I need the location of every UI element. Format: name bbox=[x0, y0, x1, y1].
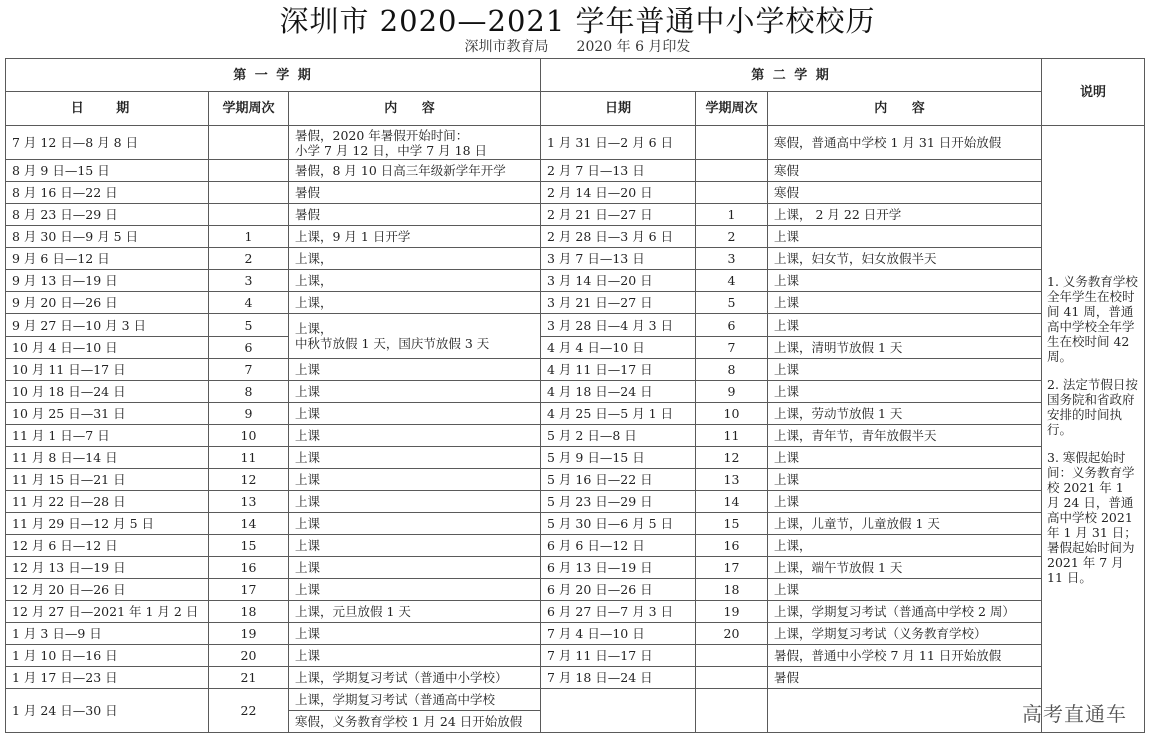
notes-cell bbox=[1042, 126, 1145, 733]
sem2-content-cell: 上课，妇女节，妇女放假半天 bbox=[768, 248, 1042, 270]
sem1-week-cell: 18 bbox=[209, 601, 289, 623]
sem1-content-cell: 暑假，8 月 10 日高三年级新学年开学 bbox=[289, 160, 541, 182]
sem1-content-cell: 上课 bbox=[289, 645, 541, 667]
sem1-week-cell: 15 bbox=[209, 535, 289, 557]
sem1-week-cell: 4 bbox=[209, 292, 289, 314]
sem2-date-cell: 4 月 25 日—5 月 1 日 bbox=[541, 403, 696, 425]
calendar-row bbox=[6, 667, 1145, 689]
sem1-content-line: 小学 7 月 12 日，中学 7 月 18 日 bbox=[295, 142, 488, 158]
sem1-week-cell: 2 bbox=[209, 248, 289, 270]
sem1-week-cell bbox=[209, 126, 289, 160]
issue-date: 2020 年 6 月印发 bbox=[576, 39, 691, 55]
sem1-date-cell: 10 月 18 日—24 日 bbox=[6, 381, 209, 403]
col-week-header: 学期周次 bbox=[209, 92, 289, 126]
sem2-week-cell: 3 bbox=[696, 248, 768, 270]
sem2-content-cell: 上课 bbox=[768, 292, 1042, 314]
sem1-week-cell: 1 bbox=[209, 226, 289, 248]
semester-header-row bbox=[6, 59, 1145, 92]
sem1-content-cell: 上课 bbox=[289, 403, 541, 425]
sem1-week-cell: 16 bbox=[209, 557, 289, 579]
sem1-content-cell: 上课， bbox=[289, 270, 541, 292]
issuer: 深圳市教育局 bbox=[464, 39, 549, 55]
sem1-week-cell: 8 bbox=[209, 381, 289, 403]
sem2-date-cell: 3 月 7 日—13 日 bbox=[541, 248, 696, 270]
sem2-content-cell: 上课 bbox=[768, 579, 1042, 601]
calendar-row bbox=[6, 226, 1145, 248]
sem1-date-cell: 10 月 11 日—17 日 bbox=[6, 359, 209, 381]
sem1-content-cell: 暑假 bbox=[289, 182, 541, 204]
sem2-content-cell: 上课，学期复习考试（义务教育学校） bbox=[768, 623, 1042, 645]
sem2-week-cell: 12 bbox=[696, 447, 768, 469]
sem2-week-cell: 5 bbox=[696, 292, 768, 314]
calendar-row bbox=[6, 447, 1145, 469]
sem2-date-cell: 1 月 31 日—2 月 6 日 bbox=[541, 126, 696, 160]
sem2-week-cell: 16 bbox=[696, 535, 768, 557]
sem2-content-cell: 上课，学期复习考试（普通高中学校 2 周） bbox=[768, 601, 1042, 623]
sem2-date-cell: 2 月 28 日—3 月 6 日 bbox=[541, 226, 696, 248]
sem2-content-cell: 寒假，普通高中学校 1 月 31 日开始放假 bbox=[768, 126, 1042, 160]
sem1-week-cell: 11 bbox=[209, 447, 289, 469]
sem1-content-cell: 上课 bbox=[289, 425, 541, 447]
col-content2-header: 内 容 bbox=[768, 92, 1042, 126]
sem2-date-cell: 3 月 28 日—4 月 3 日 bbox=[541, 314, 696, 337]
sem1-content-line: 上课， bbox=[295, 321, 333, 336]
sem1-week-cell: 20 bbox=[209, 645, 289, 667]
sem2-week-cell: 20 bbox=[696, 623, 768, 645]
calendar-row bbox=[6, 469, 1145, 491]
note-item: 2. 法定节假日按国务院和省政府安排的时间执行。 bbox=[1047, 376, 1138, 437]
sem1-week-cell: 3 bbox=[209, 270, 289, 292]
sem1-content-cell bbox=[289, 126, 541, 160]
calendar-row bbox=[6, 359, 1145, 381]
sem2-content-cell: 上课，端午节放假 1 天 bbox=[768, 557, 1042, 579]
sem1-content-line: 暑假，2020 年暑假开始时间： bbox=[295, 127, 469, 143]
sem1-week-cell: 14 bbox=[209, 513, 289, 535]
sem2-content-cell: 上课，劳动节放假 1 天 bbox=[768, 403, 1042, 425]
sem1-content-cell: 上课， bbox=[289, 292, 541, 314]
sem1-content-cell bbox=[289, 314, 541, 359]
sem2-date-cell: 7 月 11 日—17 日 bbox=[541, 645, 696, 667]
sem1-date-cell: 10 月 25 日—31 日 bbox=[6, 403, 209, 425]
calendar-row bbox=[6, 337, 1145, 359]
sem1-date-cell: 1 月 3 日—9 日 bbox=[6, 623, 209, 645]
sem2-content-cell: 暑假 bbox=[768, 667, 1042, 689]
sem2-date-cell: 7 月 18 日—24 日 bbox=[541, 667, 696, 689]
sem2-week-cell: 9 bbox=[696, 381, 768, 403]
calendar-row bbox=[6, 645, 1145, 667]
sem1-date-cell: 9 月 6 日—12 日 bbox=[6, 248, 209, 270]
sem1-week-cell bbox=[209, 160, 289, 182]
sem1-date-cell: 1 月 17 日—23 日 bbox=[6, 667, 209, 689]
sem2-content-cell: 上课，青年节，青年放假半天 bbox=[768, 425, 1042, 447]
sem2-date-cell: 4 月 4 日—10 日 bbox=[541, 337, 696, 359]
sem1-date-cell: 11 月 22 日—28 日 bbox=[6, 491, 209, 513]
sem1-date-cell: 11 月 15 日—21 日 bbox=[6, 469, 209, 491]
calendar-row bbox=[6, 381, 1145, 403]
sem2-content-cell: 上课，清明节放假 1 天 bbox=[768, 337, 1042, 359]
sem2-content-cell: 上课 bbox=[768, 447, 1042, 469]
sem2-content-cell: 暑假，普通中小学校 7 月 11 日开始放假 bbox=[768, 645, 1042, 667]
sem2-week-cell: 11 bbox=[696, 425, 768, 447]
sem1-date-cell: 11 月 1 日—7 日 bbox=[6, 425, 209, 447]
sem1-date-cell: 11 月 8 日—14 日 bbox=[6, 447, 209, 469]
sem1-content-cell: 寒假，义务教育学校 1 月 24 日开始放假 bbox=[289, 711, 541, 733]
sem1-date-cell: 9 月 27 日—10 月 3 日 bbox=[6, 314, 209, 337]
sem1-date-cell: 9 月 20 日—26 日 bbox=[6, 292, 209, 314]
sem2-week-cell: 4 bbox=[696, 270, 768, 292]
calendar-row bbox=[6, 513, 1145, 535]
sem2-week-cell: 17 bbox=[696, 557, 768, 579]
sem1-week-cell: 9 bbox=[209, 403, 289, 425]
sem2-week-cell bbox=[696, 645, 768, 667]
calendar-row bbox=[6, 425, 1145, 447]
sem1-content-cell: 上课 bbox=[289, 579, 541, 601]
sem1-week-cell: 13 bbox=[209, 491, 289, 513]
calendar-row bbox=[6, 491, 1145, 513]
sem2-week-cell: 15 bbox=[696, 513, 768, 535]
sem2-date-cell: 7 月 4 日—10 日 bbox=[541, 623, 696, 645]
sem1-week-cell: 10 bbox=[209, 425, 289, 447]
sem2-content-cell: 寒假 bbox=[768, 160, 1042, 182]
sem1-week-cell bbox=[209, 182, 289, 204]
sem2-content-cell: 上课， 2 月 22 日开学 bbox=[768, 204, 1042, 226]
semester-2-header: 第 二 学 期 bbox=[541, 59, 1042, 92]
issuer-line bbox=[0, 38, 1155, 56]
sem2-week-cell bbox=[696, 160, 768, 182]
sem2-date-cell: 5 月 16 日—22 日 bbox=[541, 469, 696, 491]
sem1-date-cell: 10 月 4 日—10 日 bbox=[6, 337, 209, 359]
sem2-week-cell: 6 bbox=[696, 314, 768, 337]
sem1-week-cell bbox=[209, 204, 289, 226]
sem1-week-cell: 12 bbox=[209, 469, 289, 491]
sem1-content-cell: 上课 bbox=[289, 491, 541, 513]
column-header-row bbox=[6, 92, 1145, 126]
sem1-content-cell: 上课 bbox=[289, 623, 541, 645]
sem2-content-cell: 上课 bbox=[768, 359, 1042, 381]
sem2-week-cell: 14 bbox=[696, 491, 768, 513]
calendar-row bbox=[6, 403, 1145, 425]
sem1-content-cell: 上课 bbox=[289, 469, 541, 491]
sem1-date-cell: 1 月 10 日—16 日 bbox=[6, 645, 209, 667]
calendar-row bbox=[6, 292, 1145, 314]
sem1-date-cell: 12 月 13 日—19 日 bbox=[6, 557, 209, 579]
sem2-date-cell: 4 月 18 日—24 日 bbox=[541, 381, 696, 403]
sem2-content-cell: 上课 bbox=[768, 314, 1042, 337]
sem2-content-cell: 上课 bbox=[768, 469, 1042, 491]
sem1-content-cell: 暑假 bbox=[289, 204, 541, 226]
calendar-row bbox=[6, 204, 1145, 226]
calendar-row bbox=[6, 579, 1145, 601]
sem2-date-cell: 2 月 14 日—20 日 bbox=[541, 182, 696, 204]
sem1-content-cell: 上课 bbox=[289, 557, 541, 579]
calendar-row bbox=[6, 557, 1145, 579]
sem1-content-cell: 上课，学期复习考试（普通中小学校） bbox=[289, 667, 541, 689]
calendar-row bbox=[6, 160, 1145, 182]
sem2-week-cell bbox=[696, 126, 768, 160]
calendar-row bbox=[6, 270, 1145, 292]
sem1-content-cell: 上课 bbox=[289, 359, 541, 381]
sem1-content-cell: 上课 bbox=[289, 447, 541, 469]
sem1-date-cell: 8 月 30 日—9 月 5 日 bbox=[6, 226, 209, 248]
notes-header: 说明 bbox=[1042, 59, 1145, 126]
col-date-header: 日 期 bbox=[6, 92, 209, 126]
sem1-date-cell: 8 月 23 日—29 日 bbox=[6, 204, 209, 226]
sem2-week-cell bbox=[696, 182, 768, 204]
sem2-date-cell: 5 月 9 日—15 日 bbox=[541, 447, 696, 469]
sem1-date-cell: 12 月 6 日—12 日 bbox=[6, 535, 209, 557]
sem2-week-cell: 1 bbox=[696, 204, 768, 226]
sem1-week-cell: 21 bbox=[209, 667, 289, 689]
sem2-week-cell: 8 bbox=[696, 359, 768, 381]
sem1-date-cell: 9 月 13 日—19 日 bbox=[6, 270, 209, 292]
col-date2-header: 日期 bbox=[541, 92, 696, 126]
sem2-date-cell: 6 月 20 日—26 日 bbox=[541, 579, 696, 601]
semester-1-header: 第 一 学 期 bbox=[6, 59, 541, 92]
sem1-week-cell: 6 bbox=[209, 337, 289, 359]
sem1-date-cell: 7 月 12 日—8 月 8 日 bbox=[6, 126, 209, 160]
sem2-content-cell: 上课 bbox=[768, 491, 1042, 513]
sem2-date-cell: 3 月 14 日—20 日 bbox=[541, 270, 696, 292]
sem1-date-cell: 12 月 27 日—2021 年 1 月 2 日 bbox=[6, 601, 209, 623]
sem1-content-cell: 上课 bbox=[289, 381, 541, 403]
sem1-week-cell: 17 bbox=[209, 579, 289, 601]
sem2-week-cell: 18 bbox=[696, 579, 768, 601]
sem1-date-cell: 8 月 16 日—22 日 bbox=[6, 182, 209, 204]
sem2-date-cell bbox=[541, 689, 696, 733]
calendar-row bbox=[6, 314, 1145, 337]
sem2-date-cell: 5 月 2 日—8 日 bbox=[541, 425, 696, 447]
col-week2-header: 学期周次 bbox=[696, 92, 768, 126]
sem2-content-cell: 上课，儿童节，儿童放假 1 天 bbox=[768, 513, 1042, 535]
sem1-date-cell: 11 月 29 日—12 月 5 日 bbox=[6, 513, 209, 535]
calendar-row bbox=[6, 623, 1145, 645]
school-calendar-table bbox=[5, 58, 1145, 733]
sem2-date-cell: 6 月 6 日—12 日 bbox=[541, 535, 696, 557]
sem2-week-cell: 7 bbox=[696, 337, 768, 359]
note-item: 3. 寒假起始时间：义务教育学校 2021 年 1 月 24 日，普通高中学校 2021 年 1 月 31 日；暑假起始时间为 2021 年 7 月 11 日。 bbox=[1047, 449, 1137, 585]
calendar-row bbox=[6, 689, 1145, 711]
calendar-row bbox=[6, 248, 1145, 270]
sem1-week-cell: 22 bbox=[209, 689, 289, 733]
sem2-date-cell: 2 月 7 日—13 日 bbox=[541, 160, 696, 182]
sem2-content-cell: 上课 bbox=[768, 270, 1042, 292]
sem1-week-cell: 7 bbox=[209, 359, 289, 381]
sem1-week-cell: 19 bbox=[209, 623, 289, 645]
sem2-date-cell: 3 月 21 日—27 日 bbox=[541, 292, 696, 314]
sem2-content-cell: 上课 bbox=[768, 381, 1042, 403]
sem2-week-cell bbox=[696, 689, 768, 733]
watermark: 高考直通车 bbox=[1022, 702, 1127, 726]
page-title: 深圳市 2020—2021 学年普通中小学校校历 bbox=[279, 4, 876, 38]
sem2-date-cell: 5 月 30 日—6 月 5 日 bbox=[541, 513, 696, 535]
sem1-content-cell: 上课，学期复习考试（普通高中学校 bbox=[289, 689, 541, 711]
sem1-week-cell: 5 bbox=[209, 314, 289, 337]
sem1-content-cell: 上课，9 月 1 日开学 bbox=[289, 226, 541, 248]
sem1-content-cell: 上课 bbox=[289, 535, 541, 557]
sem2-week-cell: 2 bbox=[696, 226, 768, 248]
calendar-row bbox=[6, 601, 1145, 623]
calendar-row bbox=[6, 535, 1145, 557]
sem2-date-cell: 6 月 13 日—19 日 bbox=[541, 557, 696, 579]
calendar-row bbox=[6, 126, 1145, 160]
note-item: 1. 义务教育学校全年学生在校时间 41 周，普通高中学校全年学生在校时间 42 周。 bbox=[1047, 273, 1138, 364]
sem2-content-cell: 上课 bbox=[768, 226, 1042, 248]
sem1-date-cell: 8 月 9 日—15 日 bbox=[6, 160, 209, 182]
sem2-content-cell: 寒假 bbox=[768, 182, 1042, 204]
sem2-content-cell bbox=[768, 689, 1042, 733]
sem1-content-cell: 上课， bbox=[289, 248, 541, 270]
sem2-week-cell: 10 bbox=[696, 403, 768, 425]
sem2-date-cell: 5 月 23 日—29 日 bbox=[541, 491, 696, 513]
col-content-header: 内 容 bbox=[289, 92, 541, 126]
calendar-row bbox=[6, 182, 1145, 204]
sem1-date-cell: 1 月 24 日—30 日 bbox=[6, 689, 209, 733]
sem2-date-cell: 2 月 21 日—27 日 bbox=[541, 204, 696, 226]
sem2-date-cell: 6 月 27 日—7 月 3 日 bbox=[541, 601, 696, 623]
sem2-week-cell bbox=[696, 667, 768, 689]
sem2-date-cell: 4 月 11 日—17 日 bbox=[541, 359, 696, 381]
sem1-date-cell: 12 月 20 日—26 日 bbox=[6, 579, 209, 601]
sem1-content-cell: 上课，元旦放假 1 天 bbox=[289, 601, 541, 623]
sem2-week-cell: 13 bbox=[696, 469, 768, 491]
sem2-content-cell: 上课， bbox=[768, 535, 1042, 557]
sem2-week-cell: 19 bbox=[696, 601, 768, 623]
sem1-content-line: 中秋节放假 1 天，国庆节放假 3 天 bbox=[295, 336, 490, 351]
sem1-content-cell: 上课 bbox=[289, 513, 541, 535]
